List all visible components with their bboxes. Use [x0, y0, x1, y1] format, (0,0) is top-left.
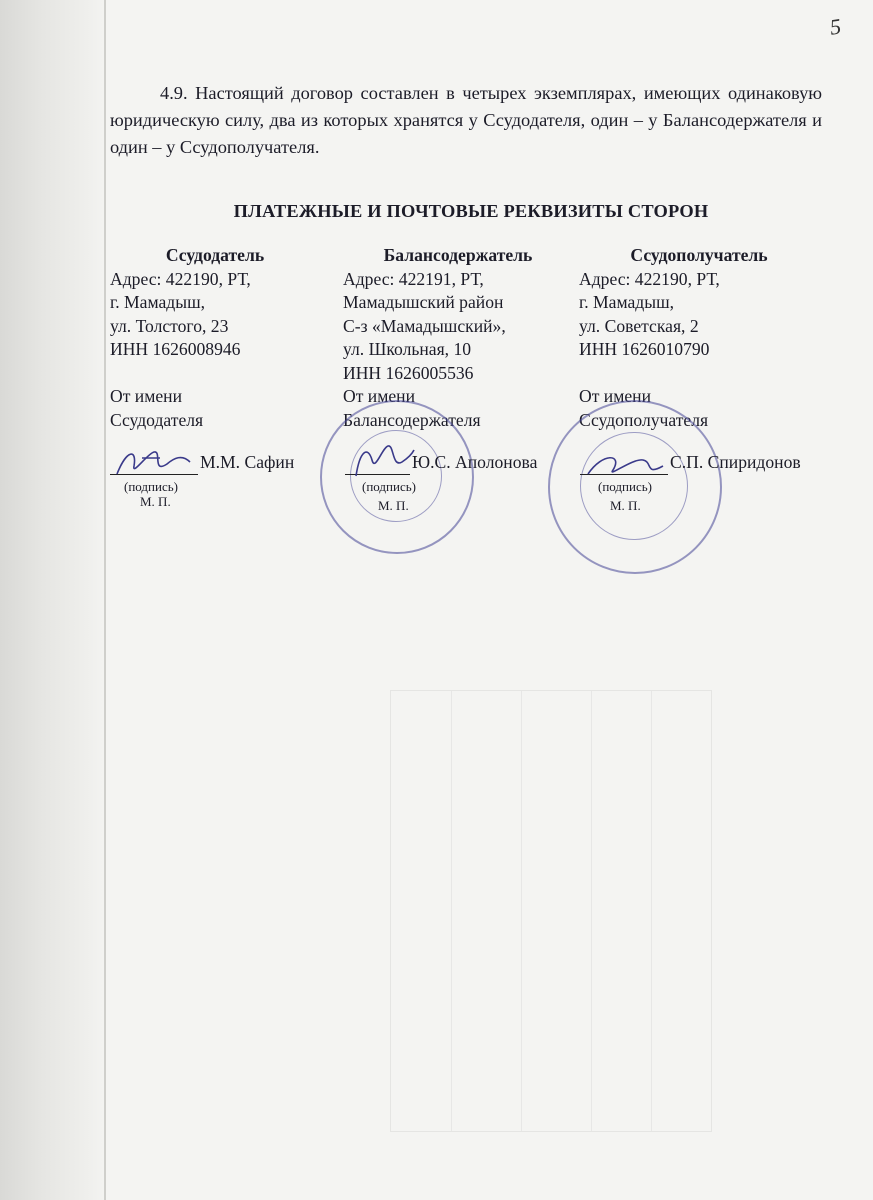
seal-caption: М. П.	[610, 498, 641, 513]
party-address-line: Адрес: 422191, РТ,	[343, 268, 484, 289]
party-inn: ИНН 1626010790	[579, 339, 710, 359]
party-address-line: С-з «Мамадышский»,	[343, 315, 506, 336]
lender-signature	[112, 444, 202, 484]
holder-signature	[348, 440, 418, 484]
page-number: 5	[828, 13, 843, 40]
party-address-line: ул. Советская, 2	[579, 315, 699, 336]
borrower-signatory: С.П. Спиридонов	[670, 452, 801, 472]
party-address-line: Адрес: 422190, РТ,	[579, 268, 720, 289]
party-lender	[110, 244, 320, 432]
on-behalf-label: От имени	[343, 386, 415, 406]
on-behalf-label: От имени	[579, 386, 651, 406]
party-title: Ссудодатель	[165, 245, 265, 265]
party-inn: ИНН 1626005536	[343, 362, 474, 383]
scan-edge-line	[104, 0, 106, 1200]
sign-caption: (подпись)	[124, 479, 178, 494]
party-address-line: г. Мамадыш,	[579, 292, 675, 312]
on-behalf-party: Ссудополучателя	[579, 409, 709, 430]
on-behalf-party: Ссудодателя	[110, 409, 204, 430]
sign-caption: (подпись)	[362, 479, 416, 494]
party-address-line: Мамадышский район	[343, 292, 504, 312]
party-title: Балансодержатель	[383, 245, 533, 265]
clause-4-9: 4.9. Настоящий договор составлен в четырех экземплярах, имеющих одинаковую юридическую силу, два из которых хранятся у Ссудодателя, один – у Балансодержателя и один – у Ссудополучателя.	[110, 83, 822, 157]
on-behalf-label: От имени	[110, 386, 182, 406]
holder-signatory: Ю.С. Аполонова	[412, 452, 538, 472]
party-address-line: Адрес: 422190, РТ,	[110, 268, 251, 289]
requisites-heading: ПЛАТЕЖНЫЕ И ПОЧТОВЫЕ РЕКВИЗИТЫ СТОРОН	[233, 201, 709, 221]
party-address-line: ул. Школьная, 10	[343, 339, 472, 359]
on-behalf-party: Балансодержателя	[343, 409, 481, 430]
seal-caption: М. П.	[378, 498, 409, 513]
sign-caption: (подпись)	[598, 479, 652, 494]
party-address-line: ул. Толстого, 23	[110, 315, 229, 336]
party-title: Ссудополучатель	[630, 245, 768, 265]
seal-caption: М. П.	[140, 494, 171, 509]
bleed-through-table	[390, 690, 712, 1132]
scan-edge-shadow	[0, 0, 108, 1200]
party-inn: ИНН 1626008946	[110, 339, 241, 359]
lender-signatory: М.М. Сафин	[200, 452, 295, 472]
party-address-line: г. Мамадыш,	[110, 292, 206, 312]
